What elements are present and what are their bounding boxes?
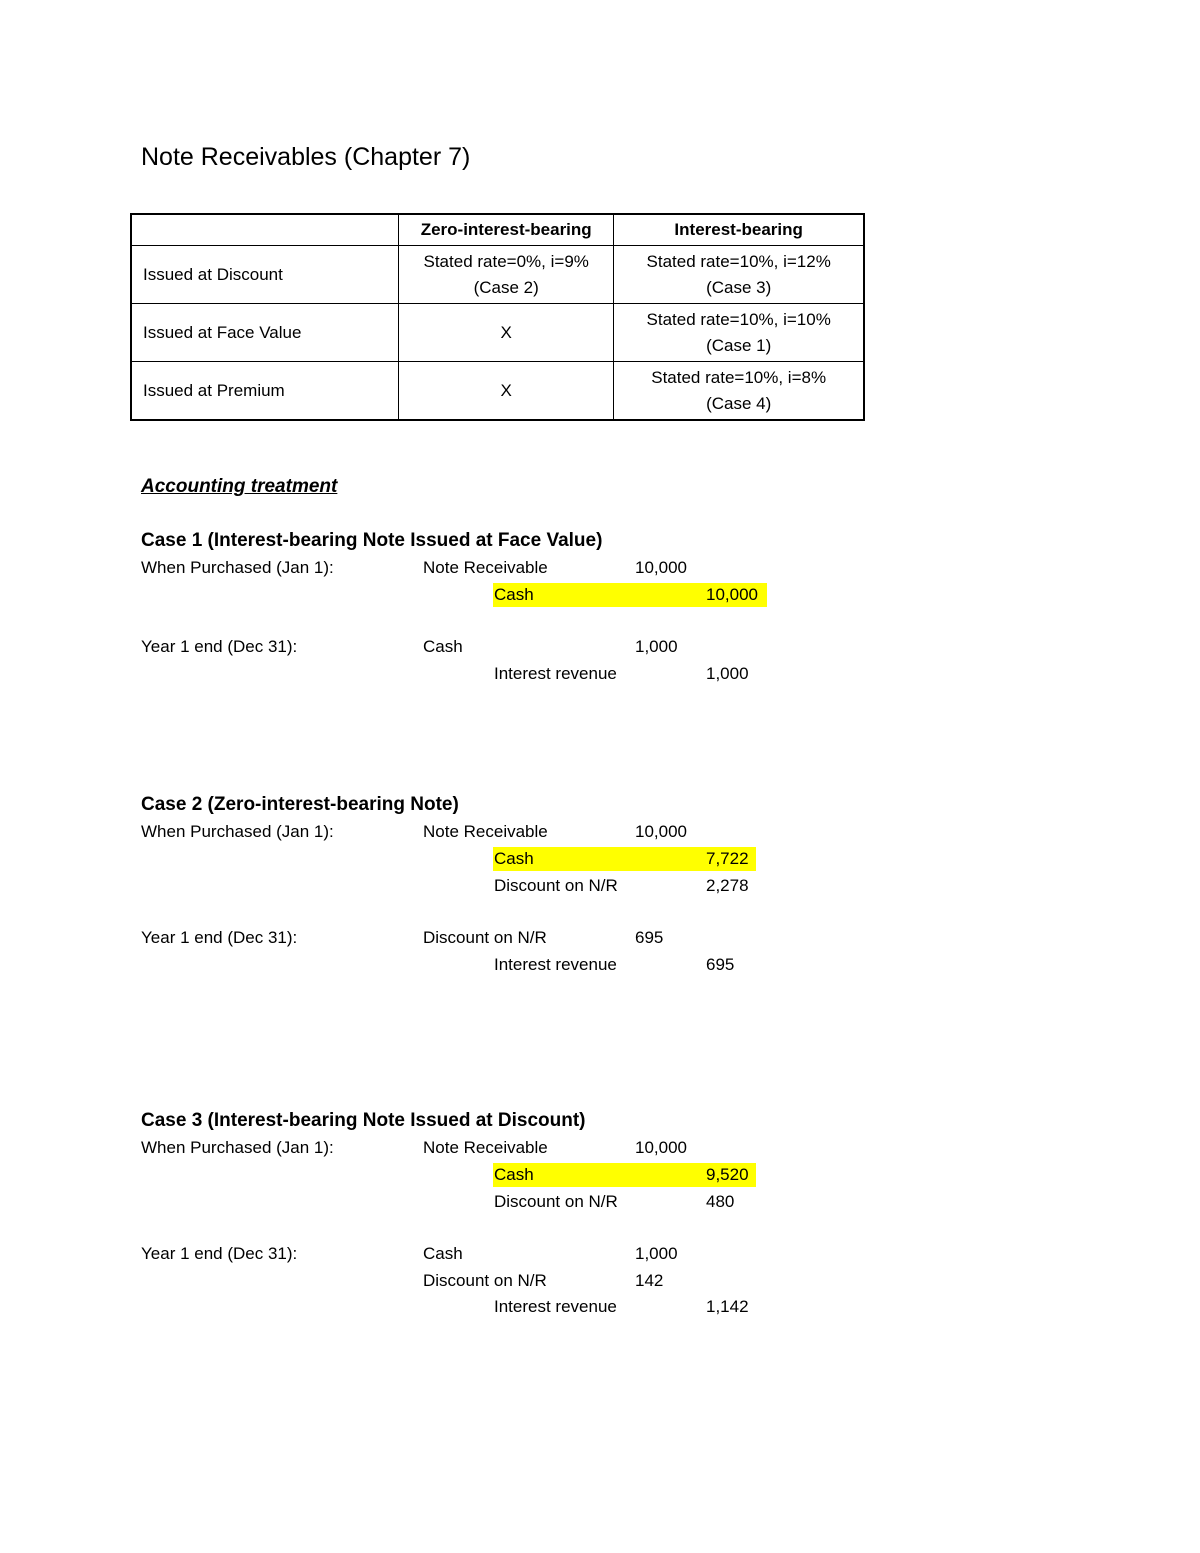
cell-case-text: (Case 2) [473, 277, 539, 297]
table-row [131, 304, 864, 362]
cell-case-text: (Case 4) [706, 393, 772, 413]
journal-debit: 10,000 [635, 558, 687, 577]
journal-debit: 10,000 [635, 822, 687, 841]
journal-debit: 142 [635, 1271, 664, 1290]
table-header-blank [131, 214, 399, 246]
journal-account: Interest revenue [494, 955, 617, 974]
journal-account: Cash [423, 637, 463, 656]
cell-rate-text: Stated rate=10%, i=8% [651, 367, 827, 387]
journal-credit: 2,278 [706, 876, 749, 895]
cell-not-applicable: X [500, 322, 512, 342]
cell-interest-face-value [614, 304, 864, 362]
journal-account: Cash [423, 1244, 463, 1263]
table-header-row [131, 214, 864, 246]
journal-credit: 480 [706, 1192, 735, 1211]
note-type-table [130, 213, 865, 421]
table-row [131, 246, 864, 304]
journal-account: Discount on N/R [494, 1192, 618, 1211]
table-header-interest-bearing: Interest-bearing [614, 214, 864, 246]
journal-credit: 695 [706, 955, 735, 974]
journal-account: Cash [494, 1165, 534, 1184]
row-label-premium: Issued at Premium [131, 362, 399, 421]
cell-zero-premium [399, 362, 614, 421]
cell-zero-face-value [399, 304, 614, 362]
case-2-yearend-label: Year 1 end (Dec 31): [141, 928, 298, 947]
journal-credit: 1,000 [706, 664, 749, 683]
cell-case-text: (Case 1) [706, 335, 772, 355]
case-2-title: Case 2 (Zero-interest-bearing Note) [141, 794, 459, 815]
table-row [131, 362, 864, 421]
journal-account: Note Receivable [423, 822, 548, 841]
case-1-title: Case 1 (Interest-bearing Note Issued at Face Value) [141, 530, 603, 551]
cell-rate-text: Stated rate=0%, i=9% [423, 251, 589, 271]
journal-debit: 1,000 [635, 1244, 678, 1263]
case-1-purchase-label: When Purchased (Jan 1): [141, 558, 334, 577]
case-3-title: Case 3 (Interest-bearing Note Issued at Discount) [141, 1110, 586, 1131]
journal-account: Discount on N/R [423, 1271, 547, 1290]
row-label-discount: Issued at Discount [131, 246, 399, 304]
journal-debit: 1,000 [635, 637, 678, 656]
case-1-yearend-label: Year 1 end (Dec 31): [141, 637, 298, 656]
case-2-purchase-label: When Purchased (Jan 1): [141, 822, 334, 841]
journal-account: Discount on N/R [494, 876, 618, 895]
journal-account: Note Receivable [423, 558, 548, 577]
section-heading: Accounting treatment [141, 476, 338, 497]
journal-credit: 1,142 [706, 1297, 749, 1316]
case-3-purchase-label: When Purchased (Jan 1): [141, 1138, 334, 1157]
cell-rate-text: Stated rate=10%, i=10% [646, 309, 831, 329]
cell-not-applicable: X [500, 380, 512, 400]
cell-zero-discount [399, 246, 614, 304]
journal-account: Discount on N/R [423, 928, 547, 947]
journal-credit: 10,000 [706, 585, 758, 604]
journal-account: Interest revenue [494, 1297, 617, 1316]
journal-account: Cash [494, 585, 534, 604]
journal-debit: 695 [635, 928, 664, 947]
case-3-yearend-label: Year 1 end (Dec 31): [141, 1244, 298, 1263]
row-label-face-value: Issued at Face Value [131, 304, 399, 362]
table-header-zero-interest: Zero-interest-bearing [399, 214, 614, 246]
journal-account: Note Receivable [423, 1138, 548, 1157]
page-title: Note Receivables (Chapter 7) [141, 143, 471, 171]
cell-interest-discount [614, 246, 864, 304]
journal-debit: 10,000 [635, 1138, 687, 1157]
cell-case-text: (Case 3) [706, 277, 772, 297]
journal-account: Cash [494, 849, 534, 868]
journal-account: Interest revenue [494, 664, 617, 683]
cell-rate-text: Stated rate=10%, i=12% [646, 251, 831, 271]
cell-interest-premium [614, 362, 864, 421]
journal-credit: 9,520 [706, 1165, 749, 1184]
journal-credit: 7,722 [706, 849, 749, 868]
